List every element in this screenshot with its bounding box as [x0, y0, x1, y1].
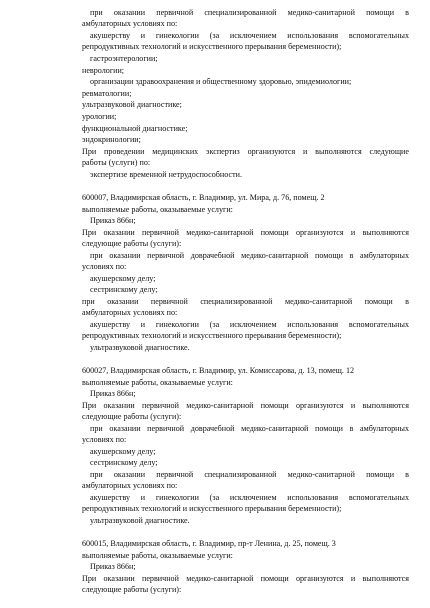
text-line: репродуктивных технологий и искусственного прерывания беременности); — [82, 331, 342, 340]
text-line: акушерству и гинекологии (за исключением использования вспомогательных — [90, 493, 409, 502]
text-line: амбулаторных условиях по: — [82, 308, 178, 317]
text-line: акушерству и гинекологии (за исключением использования вспомогательных — [90, 31, 409, 40]
text-line: следующие работы (услуги): — [82, 585, 182, 594]
text-line: выполняемые работы, оказываемые услуги: — [82, 378, 233, 387]
text-line: организации здравоохранения и общественному здоровью, эпидемиологии; — [90, 77, 352, 86]
text-line: амбулаторных условиях по: — [82, 19, 178, 28]
text-line: выполняемые работы, оказываемые услуги: — [82, 205, 233, 214]
text-line: 600015, Владимирская область, г. Владимир, пр-т Ленина, д. 25, помещ. 3 — [82, 539, 336, 548]
text-line: При оказании первичной медико-санитарной помощи организуются и выполняются — [82, 401, 409, 410]
text-line: сестринскому делу; — [90, 285, 158, 294]
text-line: при оказании первичной специализированной медико-санитарной помощи в — [82, 297, 409, 306]
text-line: неврологии; — [82, 66, 125, 75]
text-line: ультразвуковой диагностике. — [90, 343, 190, 352]
text-line: при оказании первичной доврачебной медико-санитарной помощи в амбулаторных — [90, 251, 409, 260]
text-line: выполняемые работы, оказываемые услуги: — [82, 551, 233, 560]
text-line: акушерству и гинекологии (за исключением использования вспомогательных — [90, 320, 409, 329]
text-line: сестринскому делу; — [90, 458, 158, 467]
text-line: условиях по: — [82, 435, 127, 444]
text-line: при оказании первичной специализированной медико-санитарной помощи в — [90, 8, 409, 17]
text-line: ультразвуковой диагностике. — [90, 516, 190, 525]
text-line: При проведении медицинских экспертиз организуются и выполняются следующие — [82, 147, 409, 156]
text-line: При оказании первичной медико-санитарной помощи организуются и выполняются — [82, 228, 409, 237]
text-line: Приказ 866н; — [90, 562, 136, 571]
text-line: урологии; — [82, 112, 117, 121]
text-line: работы (услуги) по: — [82, 158, 151, 167]
text-line: Приказ 866н; — [90, 216, 136, 225]
text-line: условиях по: — [82, 262, 127, 271]
text-line: репродуктивных технологий и искусственного прерывания беременности); — [82, 42, 342, 51]
text-line: экспертизе временной нетрудоспособности. — [90, 170, 242, 179]
text-line: ультразвуковой диагностике; — [82, 100, 182, 109]
text-line: репродуктивных технологий и искусственного прерывания беременности); — [82, 504, 342, 513]
text-line: при оказании первичной доврачебной медико-санитарной помощи в амбулаторных — [90, 424, 409, 433]
text-line: При оказании первичной медико-санитарной помощи организуются и выполняются — [82, 574, 409, 583]
text-line: следующие работы (услуги): — [82, 239, 182, 248]
text-line: гастроэнтерологии; — [90, 54, 158, 63]
text-line: 600027, Владимирская область, г. Владимир, ул. Комиссарова, д. 13, помещ. 12 — [82, 366, 355, 375]
text-line: при оказании первичной специализированной медико-санитарной помощи в — [90, 470, 409, 479]
text-line: амбулаторных условиях по: — [82, 481, 178, 490]
text-line: Приказ 866н; — [90, 389, 136, 398]
text-line: акушерскому делу; — [90, 274, 156, 283]
text-line: акушерскому делу; — [90, 447, 156, 456]
text-line: функциональной диагностике; — [82, 124, 188, 133]
text-line: эндокринологии; — [82, 135, 141, 144]
text-line: 600007, Владимирская область, г. Владимир, ул. Мира, д. 76, помещ. 2 — [82, 193, 325, 202]
text-line: следующие работы (услуги): — [82, 412, 182, 421]
text-line: ревматологии; — [82, 89, 132, 98]
